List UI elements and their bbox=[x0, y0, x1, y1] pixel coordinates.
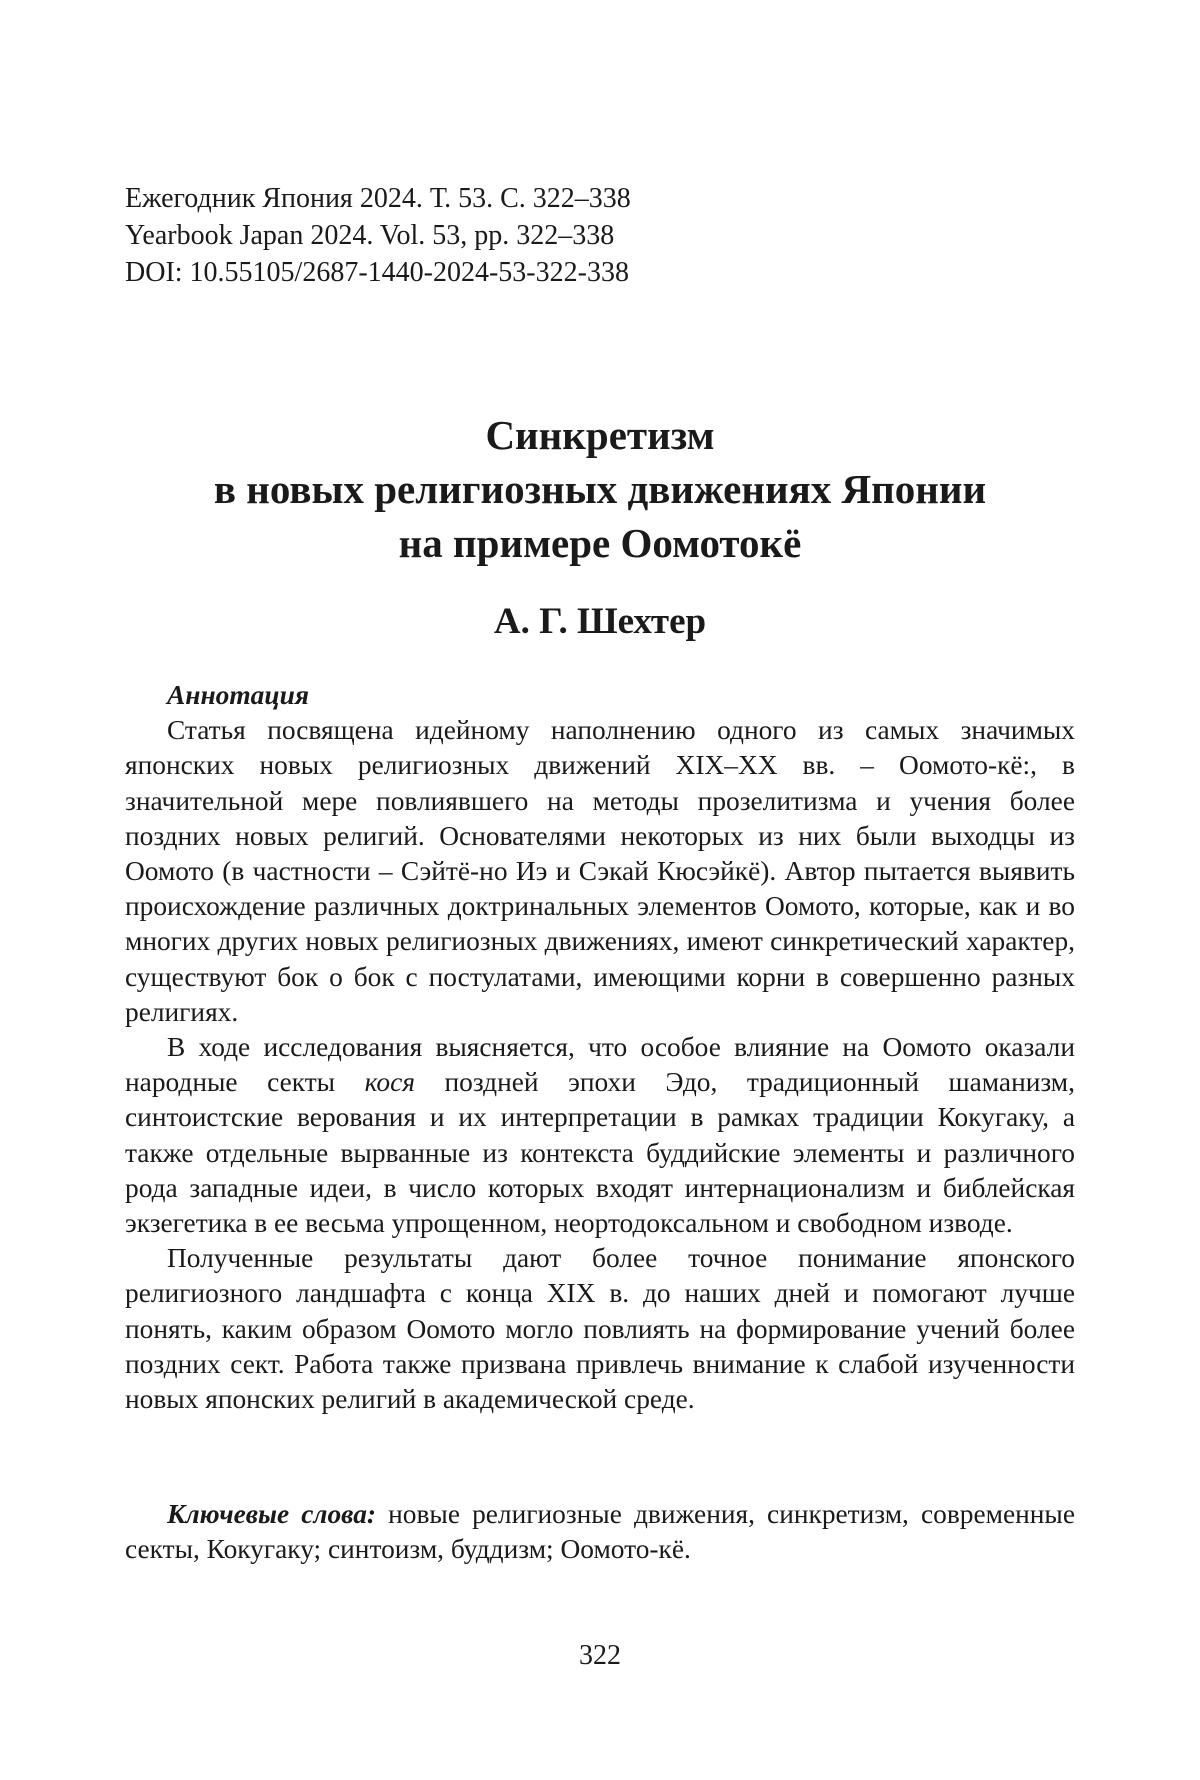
title-line-3: на примере Оомотокё bbox=[0, 516, 1200, 570]
citation-block bbox=[125, 180, 631, 291]
article-title bbox=[0, 408, 1200, 570]
citation-ru: Ежегодник Япония 2024. Т. 53. С. 322–338 bbox=[125, 180, 631, 217]
keywords-label: Ключевые слова: bbox=[167, 1499, 376, 1529]
keywords bbox=[125, 1497, 1075, 1567]
abstract-heading: Аннотация bbox=[125, 678, 1075, 713]
abstract-paragraph-2-start: В ходе исследования выясняется, что особое влияние на Оомото оказали народные секты bbox=[125, 1032, 1075, 1097]
italic-term: кося bbox=[365, 1067, 415, 1097]
page-number: 322 bbox=[0, 1640, 1200, 1672]
abstract-paragraph-3: Полученные результаты дают более точное понимание японского религиозного ландшафта с конца XIX в. до наших дней и помогают лучше понять, каким образом Оомото могло повлиять на формирование учений более поздних сект. Работа также призвана привлечь внимание к слабой изученности новых японских религий в академической среде. bbox=[125, 1241, 1075, 1417]
citation-en: Yearbook Japan 2024. Vol. 53, pp. 322–338 bbox=[125, 217, 631, 254]
abstract-paragraph-2 bbox=[125, 1030, 1075, 1241]
abstract-paragraph-2-end: поздней эпохи Эдо, традиционный шаманизм, синтоистские верования и их интерпретации в рамках традиции Кокугаку, а также отдельные вырванные из контекста буддийские элементы и различного рода западные идеи, в число которых входят интернационализм и библейская экзегетика в ее весьма упрощенном, неортодоксальном и свободном изводе. bbox=[125, 1067, 1075, 1238]
keywords-text: новые религиозные движения, синкретизм, современные секты, Кокугаку; синтоизм, буддизм; Оомото-кё. bbox=[125, 1499, 1075, 1564]
abstract bbox=[125, 678, 1075, 1417]
abstract-paragraph-1: Статья посвящена идейному наполнению одного из самых значимых японских новых религиозных движений XIX–XX вв. – Оомото-кё:, в значительной мере повлиявшего на методы прозелитизма и учения более поздних новых религий. Основателями некоторых из них были выходцы из Оомото (в частности – Сэйтё-но Иэ и Сэкай Кюсэйкё). Автор пытается выявить происхождение различных доктринальных элементов Оомото, которые, как и во многих других новых религиозных движениях, имеют синкретический характер, существуют бок о бок с постулатами, имеющими корни в совершенно разных религиях. bbox=[125, 713, 1075, 1030]
title-line-1: Синкретизм bbox=[0, 408, 1200, 462]
doi: DOI: 10.55105/2687-1440-2024-53-322-338 bbox=[125, 254, 631, 291]
author-name: А. Г. Шехтер bbox=[0, 598, 1200, 646]
title-line-2: в новых религиозных движениях Японии bbox=[0, 462, 1200, 516]
